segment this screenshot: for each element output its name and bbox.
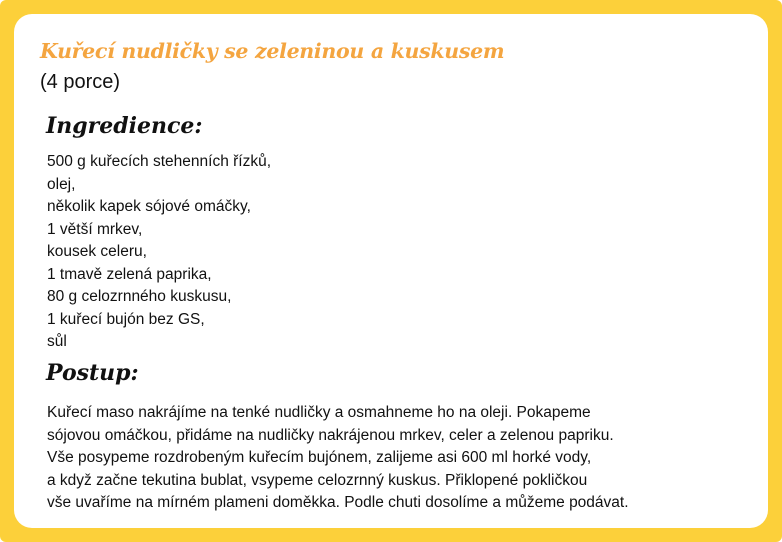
ingredients-heading: Ingredience: xyxy=(46,113,203,139)
steps-paragraph xyxy=(47,402,629,515)
steps-line: vše uvaříme na mírném plameni doměkka. Podle chuti dosolíme a můžeme podávat. xyxy=(47,494,629,511)
ingredient-item: olej, xyxy=(47,175,76,193)
ingredient-item: 1 kuřecí bujón bez GS, xyxy=(47,310,205,328)
ingredient-item: 500 g kuřecích stehenních řízků, xyxy=(47,153,272,170)
recipe-title: Kuřecí nudličky se zeleninou a kuskusem xyxy=(40,39,505,63)
ingredient-item: sůl xyxy=(47,333,67,350)
steps-line: a když začne tekutina bublat, vsypeme celozrnný kuskus. Přiklopené pokličkou xyxy=(47,471,588,489)
steps-line: Vše posypeme rozdrobeným kuřecím bujónem, zalijeme asi 600 ml horké vody, xyxy=(47,449,592,466)
ingredient-item: kousek celeru, xyxy=(47,243,147,260)
steps-heading: Postup: xyxy=(46,360,139,386)
steps-line: Kuřecí maso nakrájíme na tenké nudličky a osmahneme ho na oleji. Pokapeme xyxy=(47,404,591,421)
servings-label: (4 porce) xyxy=(40,71,121,93)
steps-line: sójovou omáčkou, přidáme na nudličky nakrájenou mrkev, celer a zelenou papriku. xyxy=(47,426,614,444)
ingredient-item: 80 g celozrnného kuskusu, xyxy=(47,288,232,305)
ingredient-item: 1 tmavě zelená paprika, xyxy=(47,265,212,283)
ingredient-item: několik kapek sójové omáčky, xyxy=(47,198,251,215)
ingredient-item: 1 větší mrkev, xyxy=(47,220,143,238)
ingredients-list xyxy=(47,151,271,354)
